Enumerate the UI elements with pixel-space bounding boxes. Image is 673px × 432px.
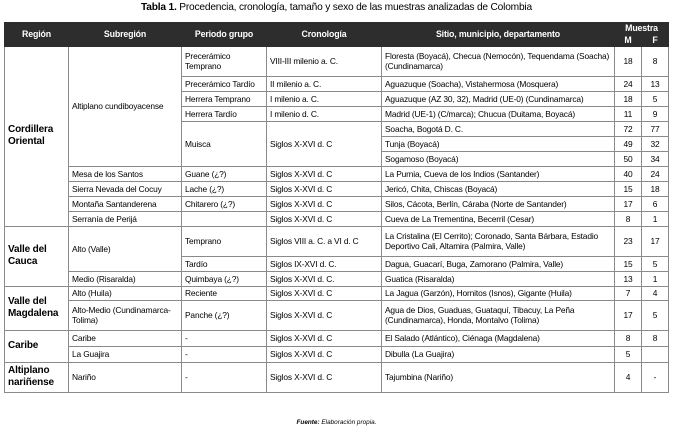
sitio-cell: Guatica (Risaralda) [382,271,615,286]
sitio-cell: Cueva de La Trementina, Becerril (Cesar) [382,211,615,226]
f-cell: - [642,362,669,392]
sitio-cell: Dagua, Guacarí, Buga, Zamorano (Palmira, Valle) [382,256,615,271]
periodo-cell: Lache (¿?) [182,181,267,196]
periodo-cell: Panche (¿?) [182,300,267,330]
table-row [5,286,669,300]
header-cronologia: Cronología [267,23,382,47]
crono-cell: Siglos X-XVI d. C. [267,271,382,286]
table-row [5,271,669,286]
m-cell: 49 [615,136,642,151]
f-cell: 8 [642,330,669,346]
f-cell: 6 [642,196,669,211]
header-periodo: Periodo grupo [182,23,267,47]
m-cell: 4 [615,362,642,392]
sitio-cell: Aguazuque (AZ 30, 32), Madrid (UE-0) (Cundinamarca) [382,91,615,106]
periodo-cell: Chitarero (¿?) [182,196,267,211]
periodo-cell: Temprano [182,226,267,256]
crono-cell: Siglos IX-XVI d. C. [267,256,382,271]
sitio-cell: Tunja (Boyacá) [382,136,615,151]
table-row [5,211,669,226]
periodo-cell: - [182,346,267,362]
f-cell: 8 [642,46,669,76]
table-title [0,2,673,13]
header-sitio: Sitio, municipio, departamento [382,23,615,47]
f-cell: 5 [642,300,669,330]
crono-cell: Siglos X-XVI d. C [267,362,382,392]
m-cell: 72 [615,121,642,136]
samples-table [4,22,669,393]
header-region: Región [5,23,69,47]
crono-cell: I milenio d. C. [267,106,382,121]
table-source [0,419,673,426]
subregion-cell: Caribe [69,330,182,346]
region-cell: Cordillera Oriental [5,46,69,226]
sitio-cell: Floresta (Boyacá), Checua (Nemocón), Tequendama (Soacha) (Cundinamarca) [382,46,615,76]
crono-cell: I milenio a. C. [267,91,382,106]
crono-cell: Siglos X-XVI d. C [267,166,382,181]
subregion-cell: Serranía de Perijá [69,211,182,226]
sitio-cell: Sogamoso (Boyacá) [382,151,615,166]
header-f: F [642,35,669,47]
subregion-cell: Alto (Valle) [69,226,182,271]
crono-cell: VIII-III milenio a. C. [267,46,382,76]
f-cell: 9 [642,106,669,121]
f-cell: 5 [642,91,669,106]
sitio-cell: La Purnia, Cueva de los Indios (Santander) [382,166,615,181]
sitio-cell: Aguazuque (Soacha), Vistahermosa (Mosquera) [382,76,615,91]
table-row [5,181,669,196]
m-cell: 17 [615,196,642,211]
m-cell: 13 [615,271,642,286]
crono-cell: Siglos X-XVI d. C [267,121,382,166]
table-row [5,330,669,346]
periodo-cell [182,211,267,226]
table-row [5,196,669,211]
periodo-cell: Precerámico Temprano [182,46,267,76]
m-cell: 50 [615,151,642,166]
subregion-cell: Sierra Nevada del Cocuy [69,181,182,196]
f-cell: 1 [642,211,669,226]
sitio-cell: Tajumbina (Nariño) [382,362,615,392]
subregion-cell: Altiplano cundiboyacense [69,46,182,166]
m-cell: 24 [615,76,642,91]
m-cell: 15 [615,181,642,196]
m-cell: 17 [615,300,642,330]
f-cell: 4 [642,286,669,300]
m-cell: 15 [615,256,642,271]
f-cell [642,346,669,362]
crono-cell: Siglos X-XVI d. C [267,196,382,211]
sitio-cell: Agua de Dios, Guaduas, Guataquí, Tibacuy, La Peña (Cundinamarca), Honda, Montalvo (Tolima) [382,300,615,330]
f-cell: 18 [642,181,669,196]
subregion-cell: La Guajira [69,346,182,362]
subregion-cell: Alto-Medio (Cundinamarca-Tolima) [69,300,182,330]
sitio-cell: El Salado (Atlántico), Ciénaga (Magdalena) [382,330,615,346]
table-caption: Procedencia, cronología, tamaño y sexo de las muestras analizadas de Colombia [179,2,532,13]
f-cell: 24 [642,166,669,181]
periodo-cell: Guane (¿?) [182,166,267,181]
periodo-cell: Quimbaya (¿?) [182,271,267,286]
table-row [5,46,669,76]
subregion-cell: Mesa de los Santos [69,166,182,181]
m-cell: 18 [615,91,642,106]
subregion-cell: Montaña Santanderena [69,196,182,211]
m-cell: 23 [615,226,642,256]
crono-cell: Siglos X-XVI d. C [267,211,382,226]
source-text: Elaboración propia. [321,419,377,426]
sitio-cell: Soacha, Bogotá D. C. [382,121,615,136]
f-cell: 5 [642,256,669,271]
table-row [5,166,669,181]
crono-cell: Siglos X-XVI d. C [267,181,382,196]
table-number: Tabla 1. [141,2,177,13]
periodo-cell: Tardío [182,256,267,271]
table-row [5,346,669,362]
periodo-cell: Reciente [182,286,267,300]
crono-cell: Siglos X-XVI d. C [267,330,382,346]
sitio-cell: Jericó, Chita, Chiscas (Boyacá) [382,181,615,196]
sitio-cell: Dibulla (La Guajira) [382,346,615,362]
region-cell: Valle del Magdalena [5,286,69,330]
region-cell: Valle del Cauca [5,226,69,286]
subregion-cell: Nariño [69,362,182,392]
m-cell: 8 [615,330,642,346]
region-cell: Altiplano nariñense [5,362,69,392]
table-row [5,362,669,392]
sitio-cell: La Jagua (Garzón), Hornitos (Isnos), Gigante (Huila) [382,286,615,300]
subregion-cell: Alto (Huila) [69,286,182,300]
table-row [5,300,669,330]
sitio-cell: Madrid (UE-1) (C/marca); Chucua (Duitama, Boyacá) [382,106,615,121]
periodo-cell: Muisca [182,121,267,166]
f-cell: 13 [642,76,669,91]
periodo-cell: - [182,362,267,392]
m-cell: 8 [615,211,642,226]
m-cell: 11 [615,106,642,121]
crono-cell: Siglos X-XVI d. C [267,286,382,300]
header-m: M [615,35,642,47]
m-cell: 18 [615,46,642,76]
crono-cell: Siglos VIII a. C. a VI d. C [267,226,382,256]
f-cell: 32 [642,136,669,151]
crono-cell: II milenio a. C. [267,76,382,91]
m-cell: 7 [615,286,642,300]
m-cell: 5 [615,346,642,362]
header-subregion: Subregión [69,23,182,47]
region-cell: Caribe [5,330,69,362]
periodo-cell: - [182,330,267,346]
f-cell: 1 [642,271,669,286]
m-cell: 40 [615,166,642,181]
crono-cell: Siglos X-XVI d. C [267,300,382,330]
header-muestra: Muestra [615,23,669,35]
periodo-cell: Precerámico Tardío [182,76,267,91]
f-cell: 77 [642,121,669,136]
crono-cell: Siglos X-XVI d. C [267,346,382,362]
source-label: Fuente: [296,419,320,426]
table-row [5,226,669,256]
sitio-cell: Silos, Cácota, Berlín, Cáraba (Norte de Santander) [382,196,615,211]
f-cell: 17 [642,226,669,256]
f-cell: 34 [642,151,669,166]
periodo-cell: Herrera Tardío [182,106,267,121]
periodo-cell: Herrera Temprano [182,91,267,106]
subregion-cell: Medio (Risaralda) [69,271,182,286]
sitio-cell: La Cristalina (El Cerrito); Coronado, Santa Bárbara, Estadio Deportivo Cali, Altamira (Palmira, Valle) [382,226,615,256]
